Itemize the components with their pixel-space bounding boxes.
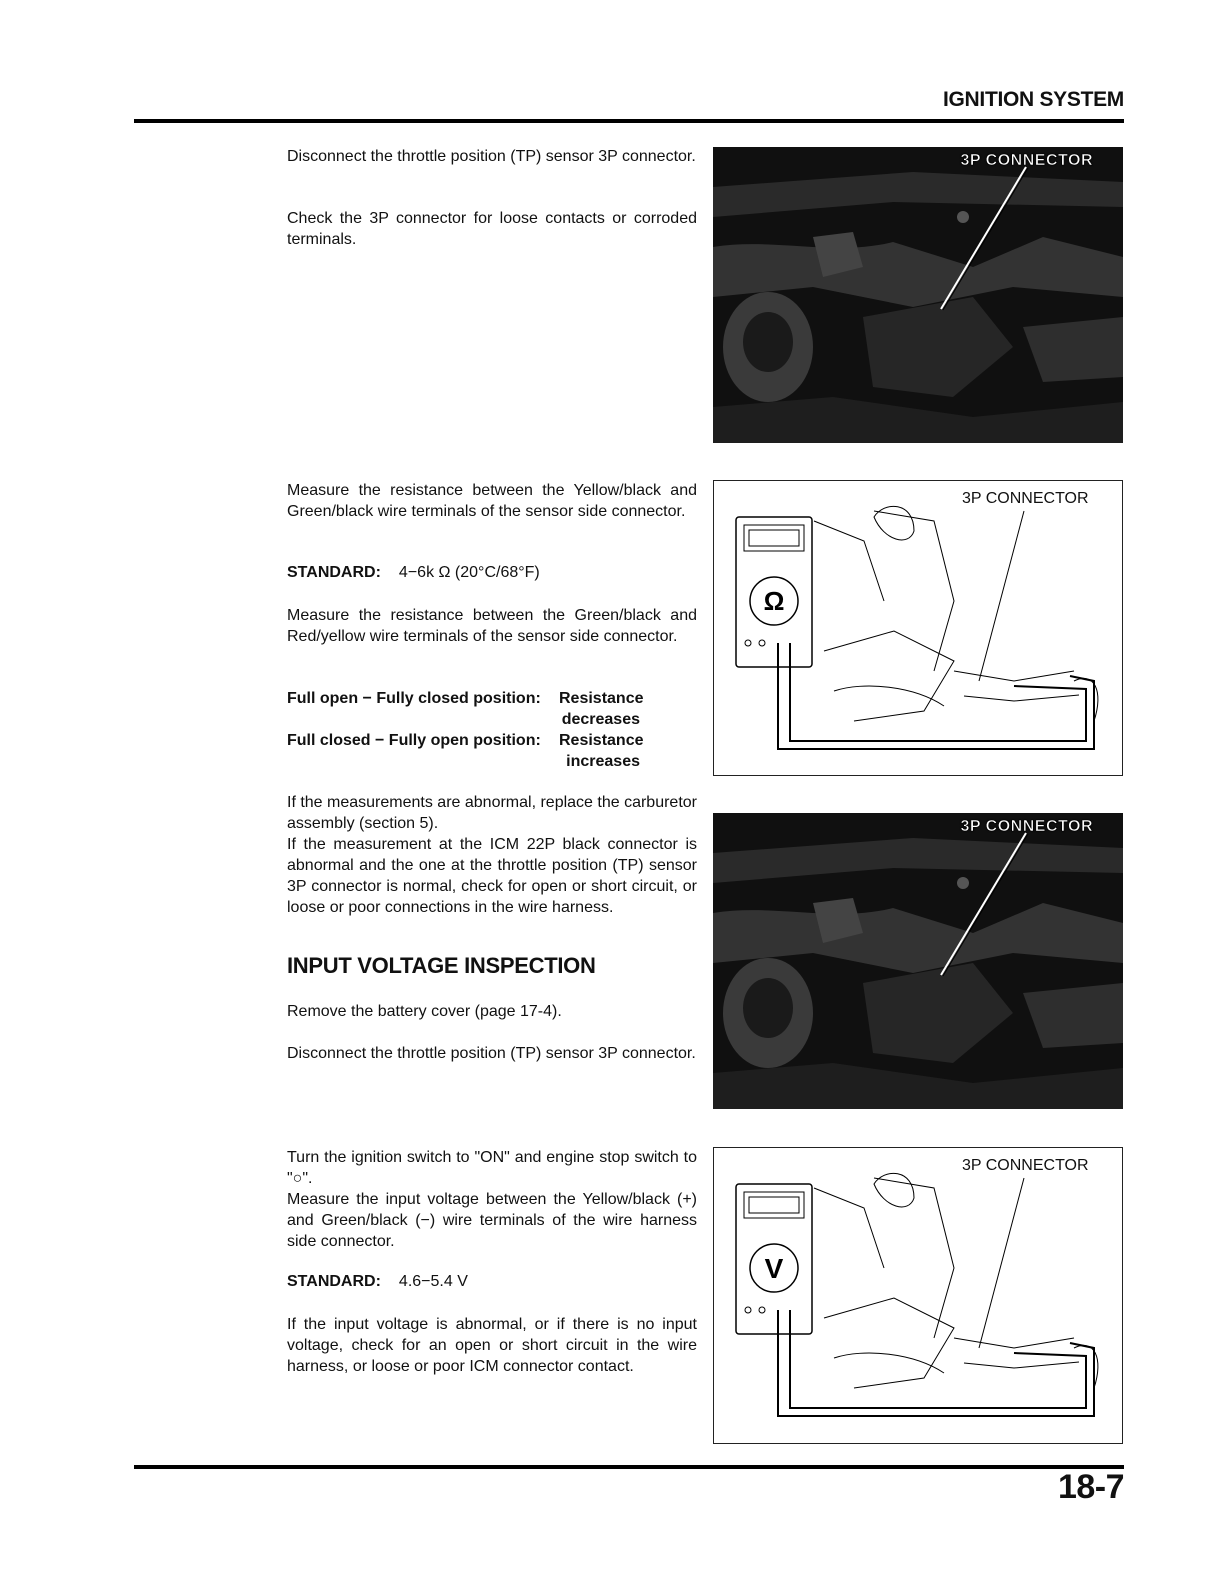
photo-label-3p-connector: 3P CONNECTOR bbox=[960, 152, 1093, 169]
diagram-voltmeter-test bbox=[713, 1147, 1123, 1444]
paragraph-input-voltage-abnormal: If the input voltage is abnormal, or if there is no input voltage, check for an open or short circuit in the wire harness, or loose or poor ICM connector contact. bbox=[287, 1316, 697, 1375]
standard-voltage bbox=[287, 1273, 468, 1291]
standard-voltage-label: STANDARD: bbox=[287, 1273, 381, 1290]
standard-voltage-value: 4.6−5.4 V bbox=[398, 1273, 468, 1290]
paragraph-remove-battery-cover: Remove the battery cover (page 17-4). bbox=[287, 1003, 562, 1020]
engine-photo-illustration bbox=[713, 147, 1123, 443]
page-number: 18-7 bbox=[1057, 1468, 1124, 1506]
diagram-ohmmeter-test bbox=[713, 480, 1123, 776]
voltmeter-line-drawing bbox=[714, 1148, 1122, 1443]
diagram-label-3p-connector: 3P CONNECTOR bbox=[962, 490, 1089, 507]
paragraph-check-connector: Check the 3P connector for loose contacts or corroded terminals. bbox=[287, 210, 697, 248]
paragraph-measure-yellow-green: Measure the resistance between the Yellow/black and Green/black wire terminals of the sensor side connector. bbox=[287, 482, 697, 520]
paragraph-disconnect-connector: Disconnect the throttle position (TP) sensor 3P connector. bbox=[287, 148, 696, 165]
volt-symbol: V bbox=[764, 1253, 784, 1284]
spec-row1-result-a: Resistance bbox=[559, 690, 644, 707]
ohm-symbol: Ω bbox=[763, 586, 785, 616]
standard-resistance-label: STANDARD: bbox=[287, 564, 381, 581]
diagram-label-3p-connector-2: 3P CONNECTOR bbox=[962, 1157, 1089, 1174]
standard-resistance bbox=[287, 564, 540, 582]
spec-row2-condition: Full closed − Fully open position: bbox=[287, 732, 541, 749]
ohmmeter-line-drawing bbox=[714, 481, 1122, 775]
paragraph-abnormal-replace: If the measurements are abnormal, replace the carburetor assembly (section 5). bbox=[287, 794, 697, 832]
paragraph-measure-green-red: Measure the resistance between the Green/black and Red/yellow wire terminals of the sensor side connector. bbox=[287, 607, 697, 645]
paragraph-disconnect-connector-2: Disconnect the throttle position (TP) sensor 3P connector. bbox=[287, 1045, 696, 1062]
section-heading-input-voltage: INPUT VOLTAGE INSPECTION bbox=[287, 953, 596, 978]
section-title: IGNITION SYSTEM bbox=[942, 88, 1124, 111]
spec-row2-result-b: increases bbox=[566, 753, 640, 770]
spec-row2-result-a: Resistance bbox=[559, 732, 644, 749]
photo-label-3p-connector-2: 3P CONNECTOR bbox=[960, 818, 1093, 835]
paragraph-icm-check: If the measurement at the ICM 22P black connector is abnormal and the one at the throttle position (TP) sensor 3P connector is normal, check for open or short circuit, or loose or poor connections in the wire harness. bbox=[287, 836, 697, 916]
resistance-spec-table bbox=[287, 688, 667, 772]
header-rule bbox=[134, 119, 1124, 123]
photo-3p-connector-top bbox=[713, 147, 1123, 443]
standard-resistance-value: 4−6k Ω (20°C/68°F) bbox=[398, 564, 540, 581]
paragraph-turn-ignition: Turn the ignition switch to "ON" and engine stop switch to "○". bbox=[287, 1149, 697, 1187]
footer-rule bbox=[134, 1465, 1124, 1469]
spec-row1-condition: Full open − Fully closed position: bbox=[287, 690, 541, 707]
photo-3p-connector-bottom bbox=[713, 813, 1123, 1109]
engine-photo-illustration-2 bbox=[713, 813, 1123, 1109]
paragraph-measure-input-voltage: Measure the input voltage between the Yellow/black (+) and Green/black (−) wire terminals of the wire harness side connector. bbox=[287, 1191, 697, 1250]
spec-row1-result-b: decreases bbox=[561, 711, 640, 728]
